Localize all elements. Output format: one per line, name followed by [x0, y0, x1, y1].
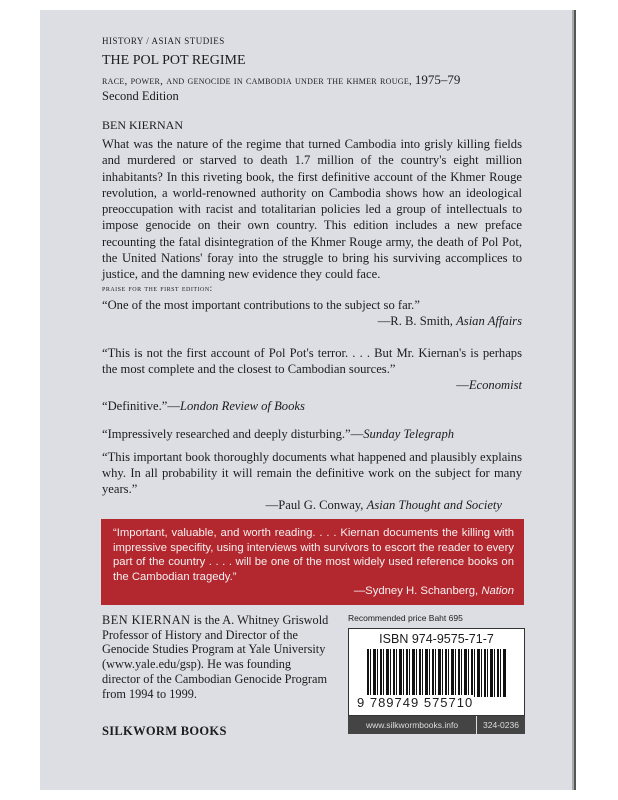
quote-3: “Definitive.”—London Review of Books [102, 399, 305, 413]
edition: Second Edition [102, 89, 179, 103]
barcode-number: 9 789749 575710 [357, 695, 474, 710]
isbn: ISBN 974-9575-71-7 [379, 632, 494, 646]
quote-4: “Impressively researched and deeply disturbing.”—Sunday Telegraph [102, 427, 455, 441]
featured-quote-attribution: —Sydney H. Schanberg, Nation [353, 585, 514, 598]
subtitle-years: 1975–79 [414, 72, 461, 87]
quote-attribution: —Paul G. Conway, Asian Thought and Society [265, 498, 502, 512]
quote-text: “This important book thoroughly documents what happened and plausibly explains why. In all probability it will remain the definitive work on the subject for many years.” [102, 450, 522, 496]
praise-heading: praise for the first edition: [102, 283, 213, 293]
product-code: 324-0236 [477, 716, 525, 734]
book-title: THE POL POT REGIME [102, 53, 246, 68]
description: What was the nature of the regime that turned Cambodia into grisly killing fields and murdered or starved to death 1.7 million of the country's eight million inhabitants? In this riveting book, the first definitive account of the Khmer Rouge revolution, a world-renowned authority on Cambodia shows how an ideological preoccupation with racist and totalitarian policies led a group of intellectuals to impose genocide on their own country. This edition includes a new preface recounting the fatal disintegration of the Khmer Rouge army, the death of Pol Pot, the United Nations' foray into the struggle to bring his surviving accomplices to justice, and the damning new evidence they could face. [102, 137, 522, 282]
quote-attribution: —R. B. Smith, Asian Affairs [377, 314, 522, 328]
subtitle [102, 72, 460, 88]
author-bio: BEN KIERNAN is the A. Whitney Griswold Professor of History and Director of the Genocide Studies Program at Yale University (www.yale.edu/gsp). He was founding director of the Cambodian Genocide Program from 1994 to 1999. [102, 613, 329, 701]
quote-attribution: —Economist [456, 378, 522, 392]
author: BEN KIERNAN [102, 118, 183, 132]
featured-quote-box [101, 519, 524, 605]
price: Recommended price Baht 695 [348, 613, 463, 623]
featured-quote-text: “Important, valuable, and worth reading. . . . Kiernan documents the killing with impressive specifity, using interviews with survivors to escort the reader to every part of the country . . . . will be one of the most widely used reference books on the Cambodian tragedy.” [113, 527, 514, 583]
quote-text: “One of the most important contributions to the subject so far.” [102, 298, 420, 312]
subtitle-text: race, power, and genocide in cambodia under the khmer rouge, [102, 75, 413, 87]
publisher: SILKWORM BOOKS [102, 724, 227, 738]
quote-1 [102, 297, 522, 329]
quote-5 [102, 449, 522, 513]
barcode-box [348, 628, 525, 716]
category-label: HISTORY / ASIAN STUDIES [102, 36, 225, 46]
barcode-icon [367, 649, 507, 697]
quote-text: “This is not the first account of Pol Pot's terror. . . . But Mr. Kiernan's is perhaps the most complete and the closest to Cambodian sources.” [102, 346, 522, 376]
quote-2 [102, 345, 522, 393]
website: www.silkwormbooks.info [348, 716, 476, 734]
